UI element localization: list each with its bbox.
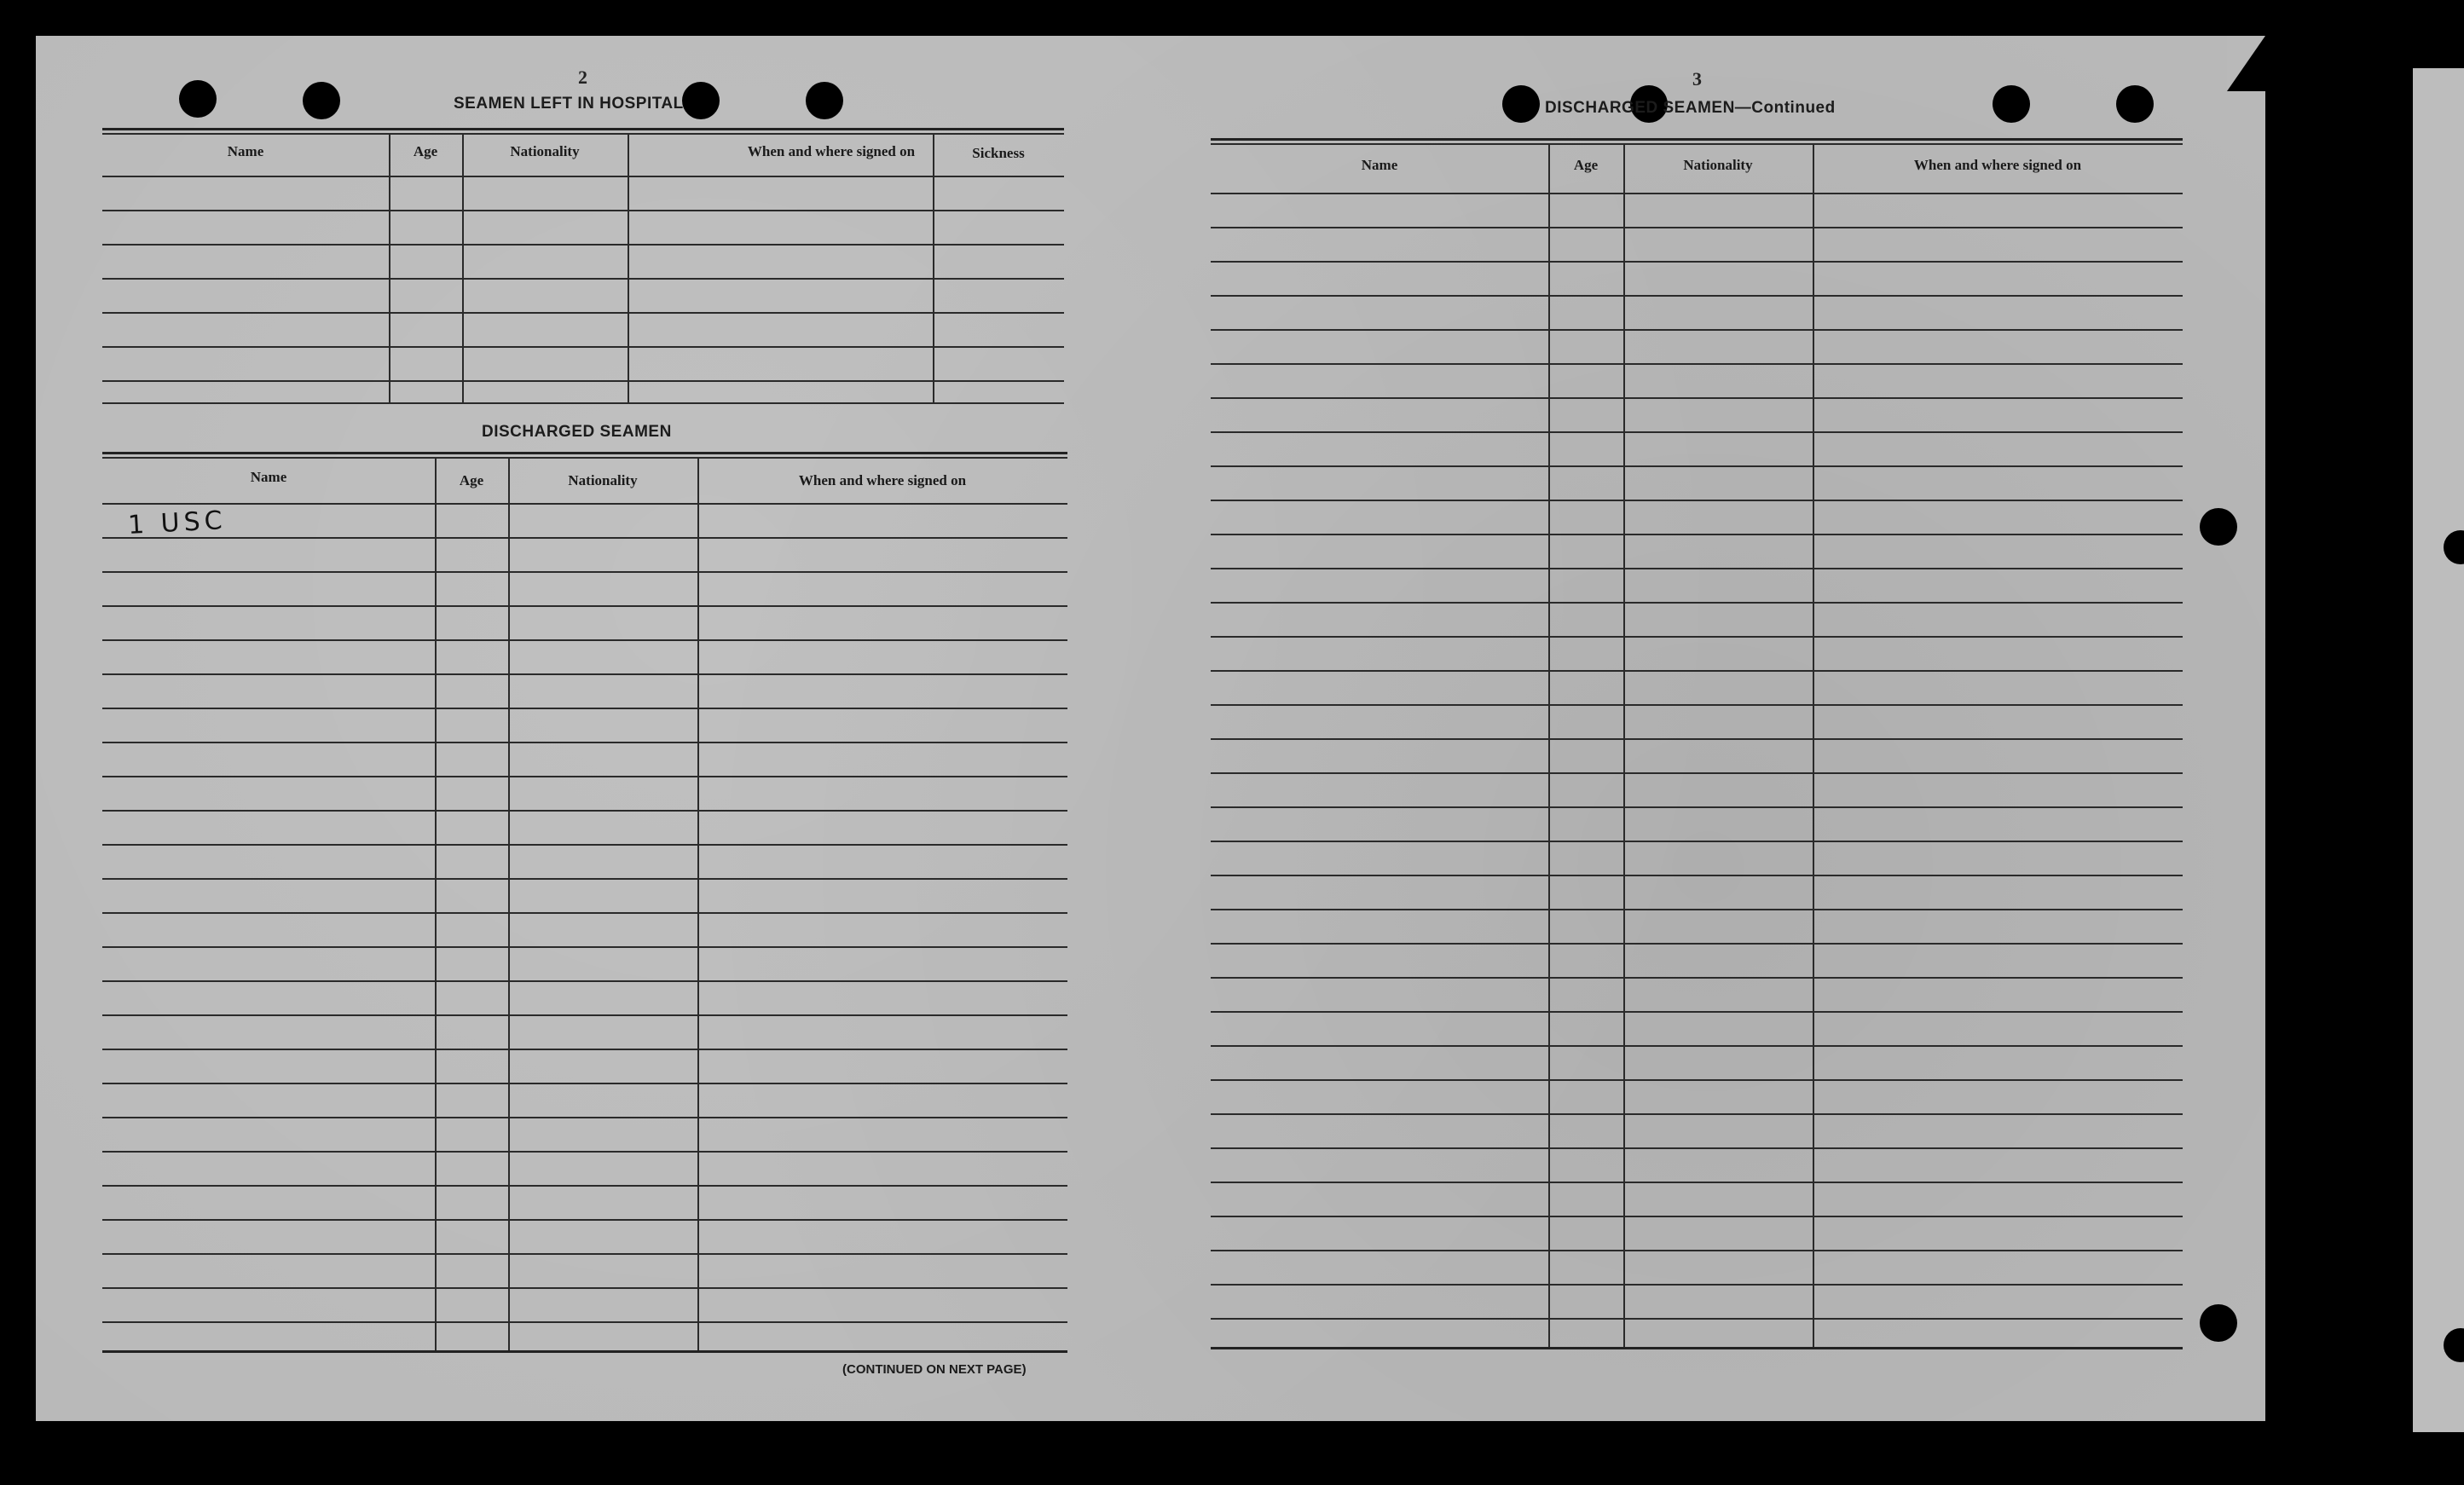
punch-hole [179,80,217,118]
continued-note: (CONTINUED ON NEXT PAGE) [842,1362,1027,1377]
header-when-where: When and where signed on [1913,157,2082,173]
header-nationality: Nationality [1683,157,1753,173]
header-nationality: Nationality [510,143,580,159]
discharged-table [102,452,1067,1355]
punch-hole [2116,85,2154,123]
hospital-section-title: SEAMEN LEFT IN HOSPITAL [454,95,684,113]
header-age: Age [459,472,484,488]
discharged-continued-title: DISCHARGED SEAMEN—Continued [1545,99,1836,117]
adjacent-page-edge [2413,68,2464,1432]
punch-hole [682,82,720,119]
hospital-table [102,128,1064,406]
punch-hole [2200,1304,2237,1342]
discharged-continued-table [1211,138,2183,1357]
punch-hole [2200,508,2237,546]
header-sickness: Sickness [972,145,1025,161]
header-name: Name [1361,157,1398,173]
punch-hole [1993,85,2030,123]
page-number-left: 2 [578,66,587,88]
punch-hole [1502,85,1540,123]
header-name: Name [227,143,264,159]
handwritten-entry: 1 USC [127,505,228,541]
header-nationality: Nationality [568,472,638,488]
header-when-where: When and where signed on [798,472,967,488]
punch-hole [806,82,843,119]
header-age: Age [413,143,438,159]
header-name: Name [250,469,287,485]
folded-corner [2227,36,2265,91]
discharged-section-title: DISCHARGED SEAMEN [482,423,672,441]
punch-hole [303,82,340,119]
header-age: Age [1573,157,1599,173]
header-when-where: When and where signed on [747,143,916,159]
page-number-right: 3 [1692,68,1702,90]
